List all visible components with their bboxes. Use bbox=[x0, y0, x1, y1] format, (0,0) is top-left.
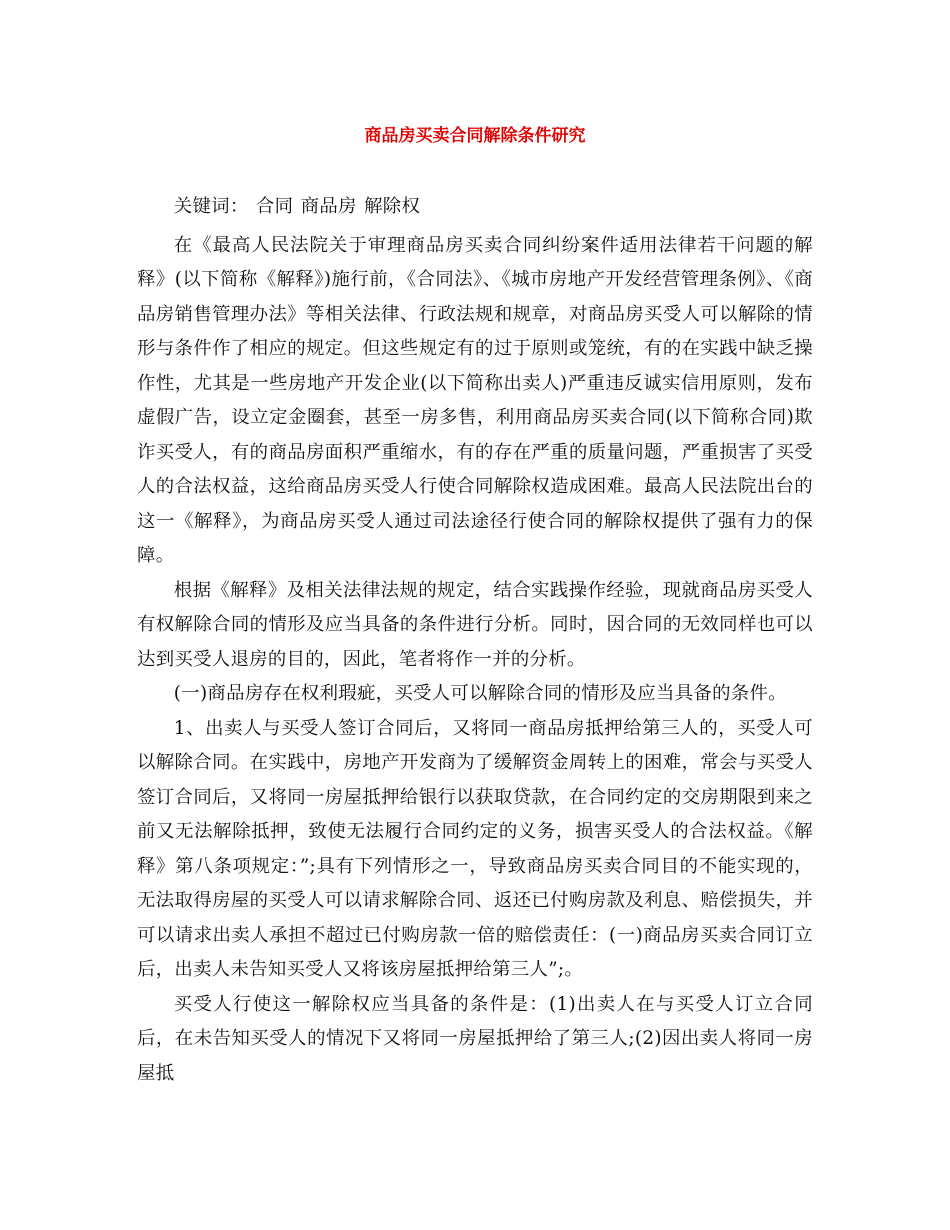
section-heading: (一)商品房存在权利瑕疵，买受人可以解除合同的情形及应当具备的条件。 bbox=[173, 683, 787, 704]
paragraph: 根据《解释》及相关法律法规的规定，结合实践操作经验，现就商品房买受人有权解除合同的情形及应当具备的条件进行分析。同时，因合同的无效同样也可以达到买受人退房的目的，因此，笔者将作一并的分析。 bbox=[137, 579, 813, 670]
keyword-item: 商品房 bbox=[300, 196, 357, 217]
paragraph: 买受人行使这一解除权应当具备的条件是：(1)出卖人在与买受人订立合同后，在未告知买受人的情况下又将同一房屋抵押给了第三人;(2)因出卖人将同一房屋抵 bbox=[137, 993, 813, 1084]
document-body bbox=[137, 190, 813, 1091]
paragraph: 在《最高人民法院关于审理商品房买卖合同纠纷案件适用法律若干问题的解释》(以下简称《解释》)施行前，《合同法》、《城市房地产开发经营管理条例》、《商品房销售管理办法》等相关法律、行政法规和规章，对商品房买受人可以解除的情形与条件作了相应的规定。但这些规定有的过于原则或笼统，有的在实践中缺乏操作性，尤其是一些房地产开发企业(以下简称出卖人)严重违反诚实信用原则，发布虚假广告，设立定金圈套，甚至一房多售，利用商品房买卖合同(以下简称合同)欺诈买受人，有的商品房面积严重缩水，有的存在严重的质量问题，严重损害了买受人的合法权益，这给商品房买受人行使合同解除权造成困难。最高人民法院出台的这一《解释》，为商品房买受人通过司法途径行使合同的解除权提供了强有力的保障。 bbox=[137, 234, 813, 566]
keywords-line bbox=[137, 190, 813, 225]
keyword-item: 解除权 bbox=[364, 196, 421, 217]
keywords-label: 关键词： bbox=[173, 196, 249, 217]
document-title: 商品房买卖合同解除条件研究 bbox=[364, 126, 586, 146]
paragraph: 1、出卖人与买受人签订合同后，又将同一商品房抵押给第三人的，买受人可以解除合同。在实践中，房地产开发商为了缓解资金周转上的困难，常会与买受人签订合同后，又将同一房屋抵押给银行以获取贷款，在合同约定的交房期限到来之前又无法解除抵押，致使无法履行合同约定的义务，损害买受人的合法权益。《解释》第八条项规定：”;具有下列情形之一，导致商品房买卖合同目的不能实现的，无法取得房屋的买受人可以请求解除合同、返还已付购房款及利息、赔偿损失，并可以请求出卖人承担不超过已付购房款一倍的赔偿责任：(一)商品房买卖合同订立后，出卖人未告知买受人又将该房屋抵押给第三人”;。 bbox=[137, 717, 813, 980]
keyword-item: 合同 bbox=[255, 196, 294, 217]
